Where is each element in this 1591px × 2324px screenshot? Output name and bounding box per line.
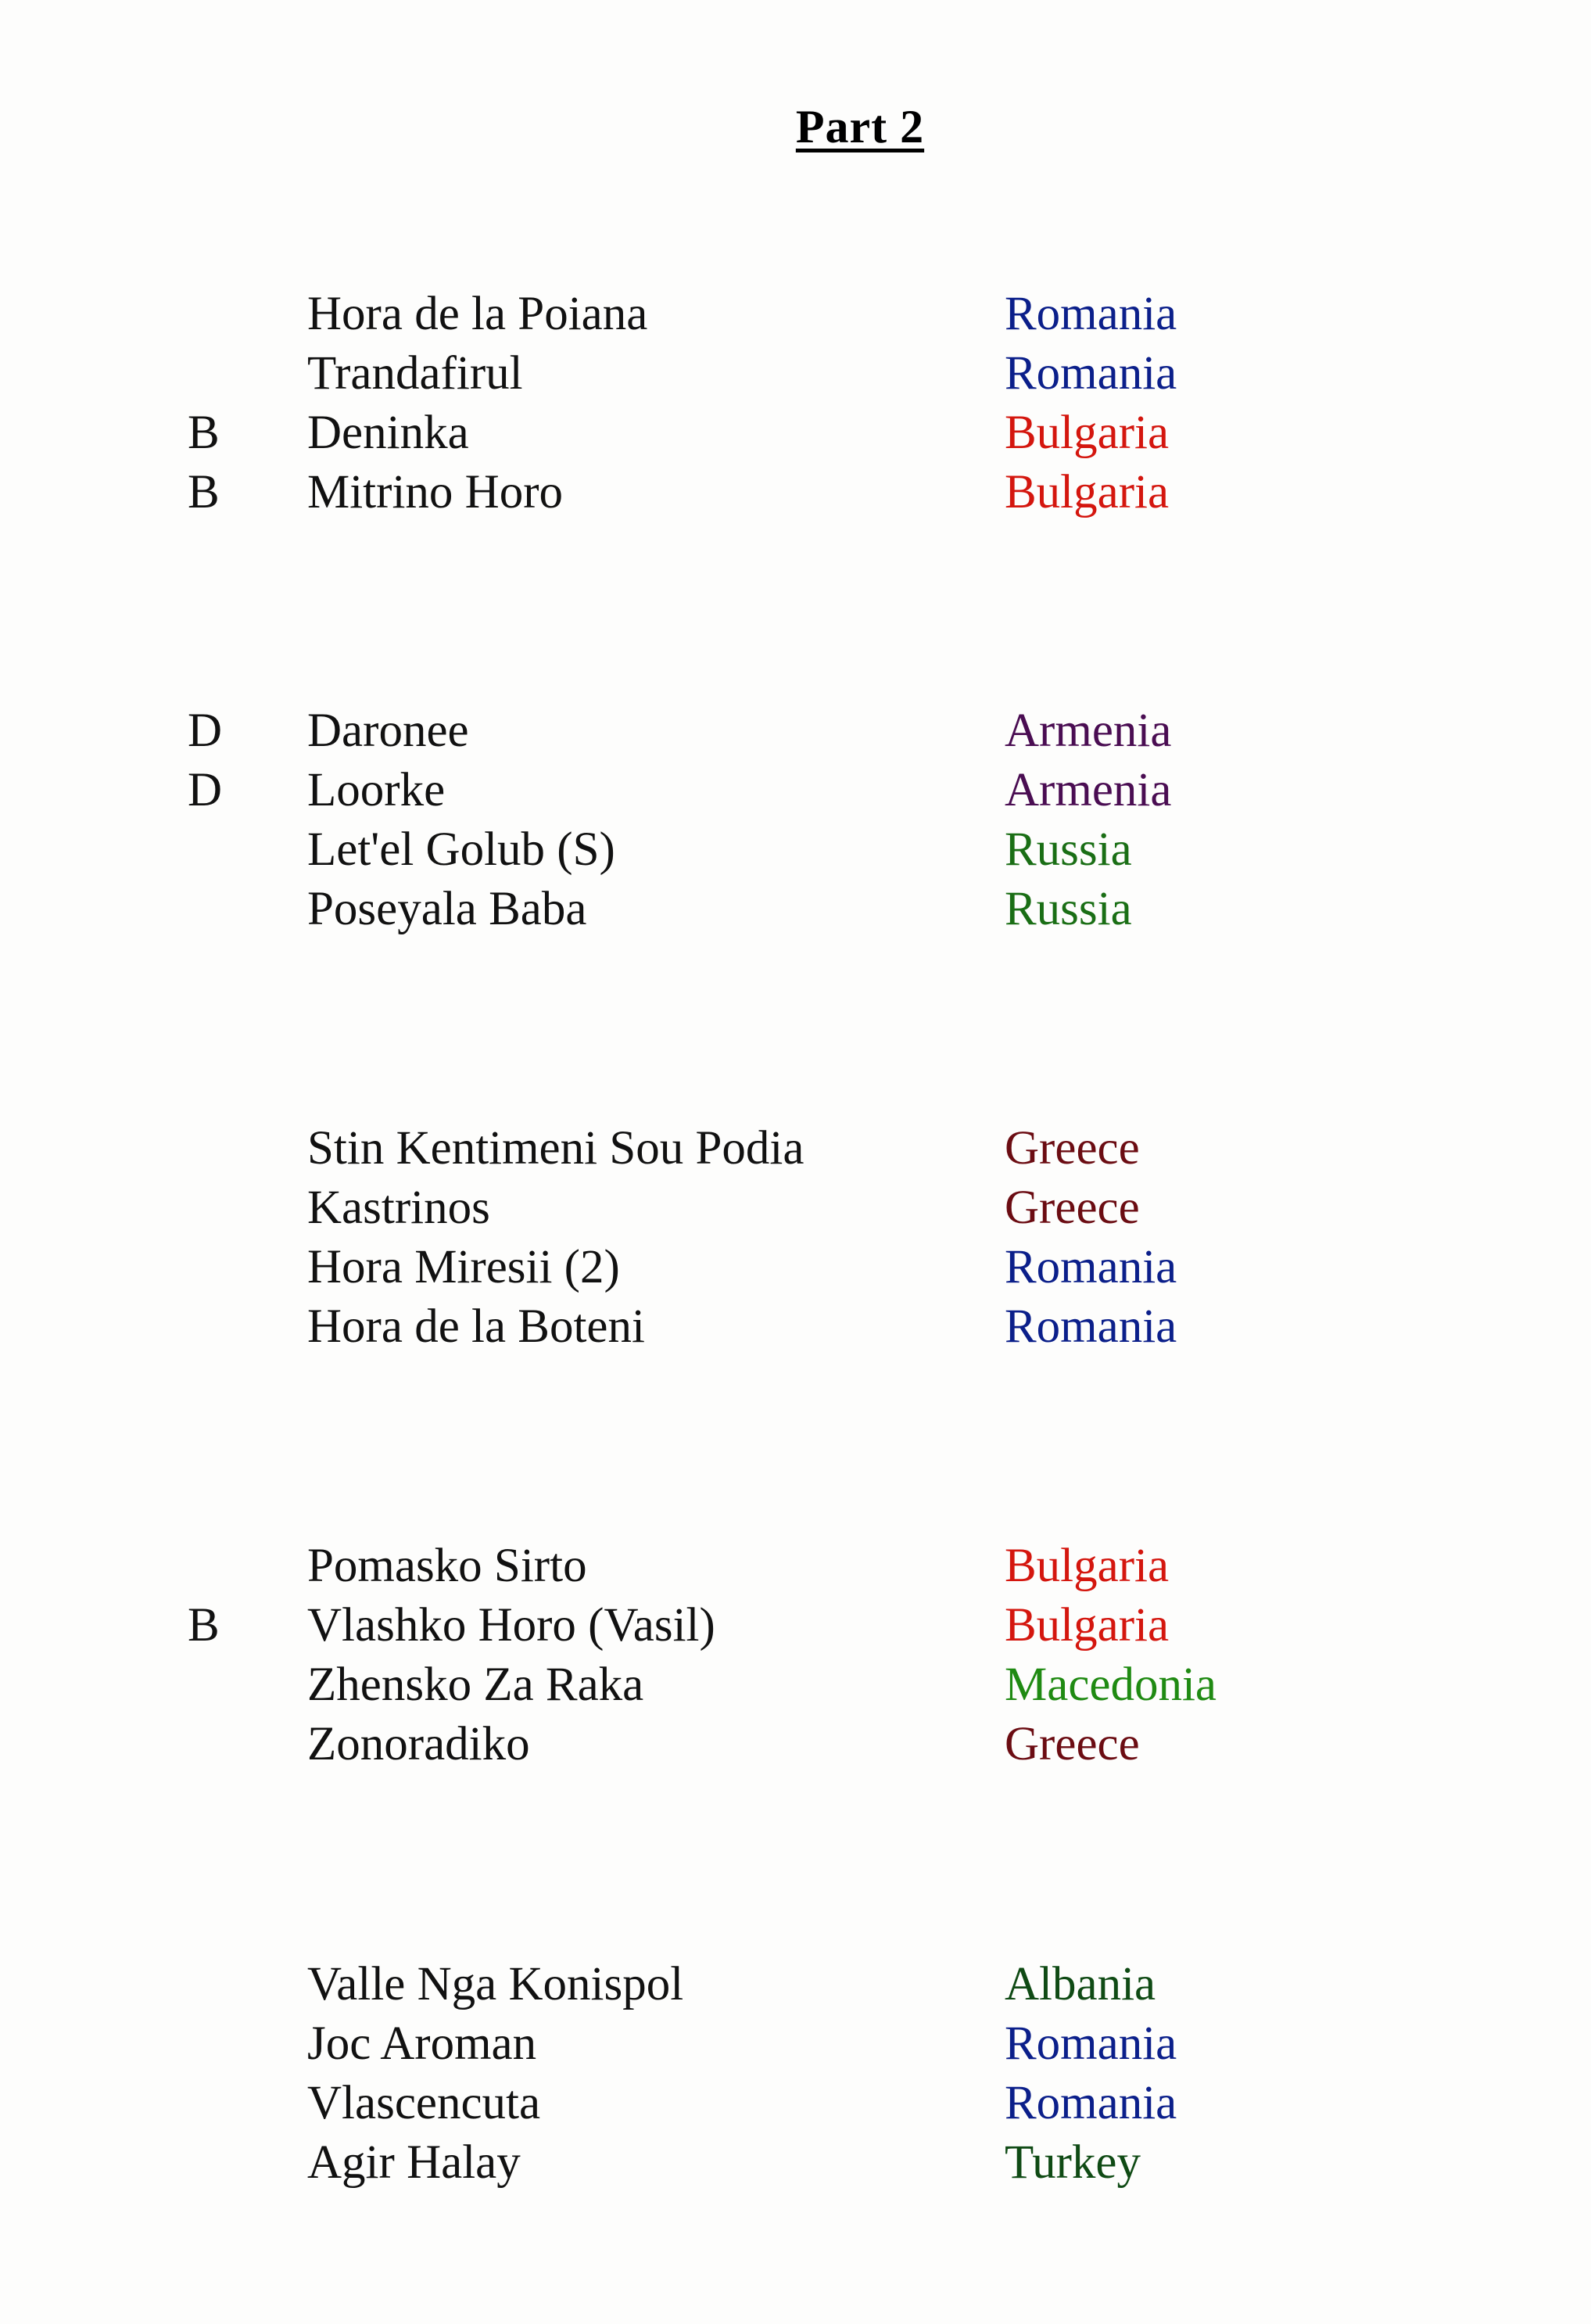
dance-country: Greece xyxy=(1005,1182,1140,1234)
dance-country: Bulgaria xyxy=(1005,1599,1170,1652)
dance-row xyxy=(0,2074,1591,2133)
dance-row xyxy=(0,1537,1591,1596)
dance-row xyxy=(0,1238,1591,1297)
dance-row xyxy=(0,1297,1591,1357)
dance-group xyxy=(0,701,1591,939)
dance-mark: B xyxy=(188,407,220,459)
dance-name: Agir Halay xyxy=(307,2136,521,2189)
dance-row xyxy=(0,1655,1591,1715)
dance-row xyxy=(0,2014,1591,2074)
dance-name: Vlashko Horo (Vasil) xyxy=(307,1599,715,1652)
dance-row xyxy=(0,701,1591,761)
dance-name: Let'el Golub (S) xyxy=(307,823,615,876)
dance-name: Stin Kentimeni Sou Podia xyxy=(307,1122,804,1175)
dance-row xyxy=(0,463,1591,522)
dance-row xyxy=(0,1178,1591,1238)
dance-row xyxy=(0,344,1591,403)
dance-country: Albania xyxy=(1005,1958,1156,2010)
dance-group xyxy=(0,1955,1591,2193)
dance-row xyxy=(0,1715,1591,1774)
dance-country: Russia xyxy=(1005,883,1132,935)
dance-row xyxy=(0,1119,1591,1178)
dance-country: Greece xyxy=(1005,1718,1140,1770)
dance-group xyxy=(0,285,1591,522)
dance-row xyxy=(0,761,1591,820)
dance-country: Bulgaria xyxy=(1005,1540,1170,1592)
dance-country: Romania xyxy=(1005,288,1177,340)
dance-name: Poseyala Baba xyxy=(307,883,587,935)
dance-group xyxy=(0,1119,1591,1357)
dance-row xyxy=(0,880,1591,939)
dance-name: Vlascencuta xyxy=(307,2077,541,2129)
dance-name: Mitrino Horo xyxy=(307,466,564,518)
dance-country: Bulgaria xyxy=(1005,466,1170,518)
dance-group xyxy=(0,1537,1591,1774)
dance-country: Romania xyxy=(1005,2017,1177,2070)
dance-row xyxy=(0,285,1591,344)
dance-mark: B xyxy=(188,466,220,518)
dance-country: Bulgaria xyxy=(1005,407,1170,459)
dance-row xyxy=(0,1955,1591,2014)
dance-mark: D xyxy=(188,764,223,816)
dance-name: Deninka xyxy=(307,407,469,459)
dance-name: Daronee xyxy=(307,705,469,757)
dance-name: Zonoradiko xyxy=(307,1718,530,1770)
dance-mark: B xyxy=(188,1599,220,1652)
dance-country: Romania xyxy=(1005,1300,1177,1353)
dance-name: Joc Aroman xyxy=(307,2017,537,2070)
dance-country: Romania xyxy=(1005,347,1177,400)
dance-name: Trandafirul xyxy=(307,347,523,400)
dance-country: Macedonia xyxy=(1005,1659,1217,1711)
dance-name: Loorke xyxy=(307,764,446,816)
dance-country: Greece xyxy=(1005,1122,1140,1175)
dance-country: Romania xyxy=(1005,2077,1177,2129)
dance-row xyxy=(0,403,1591,463)
dance-name: Kastrinos xyxy=(307,1182,490,1234)
dance-name: Hora de la Poiana xyxy=(307,288,648,340)
dance-country: Armenia xyxy=(1005,705,1172,757)
dance-name: Hora Miresii (2) xyxy=(307,1241,620,1293)
dance-row xyxy=(0,820,1591,880)
dance-country: Romania xyxy=(1005,1241,1177,1293)
dance-country: Turkey xyxy=(1005,2136,1141,2189)
dance-name: Hora de la Boteni xyxy=(307,1300,645,1353)
dance-country: Russia xyxy=(1005,823,1132,876)
dance-row xyxy=(0,2133,1591,2193)
dance-name: Pomasko Sirto xyxy=(307,1540,587,1592)
dance-row xyxy=(0,1596,1591,1655)
dance-name: Valle Nga Konispol xyxy=(307,1958,684,2010)
dance-name: Zhensko Za Raka xyxy=(307,1659,644,1711)
page-title: Part 2 xyxy=(795,101,925,152)
dance-country: Armenia xyxy=(1005,764,1172,816)
dance-mark: D xyxy=(188,705,223,757)
